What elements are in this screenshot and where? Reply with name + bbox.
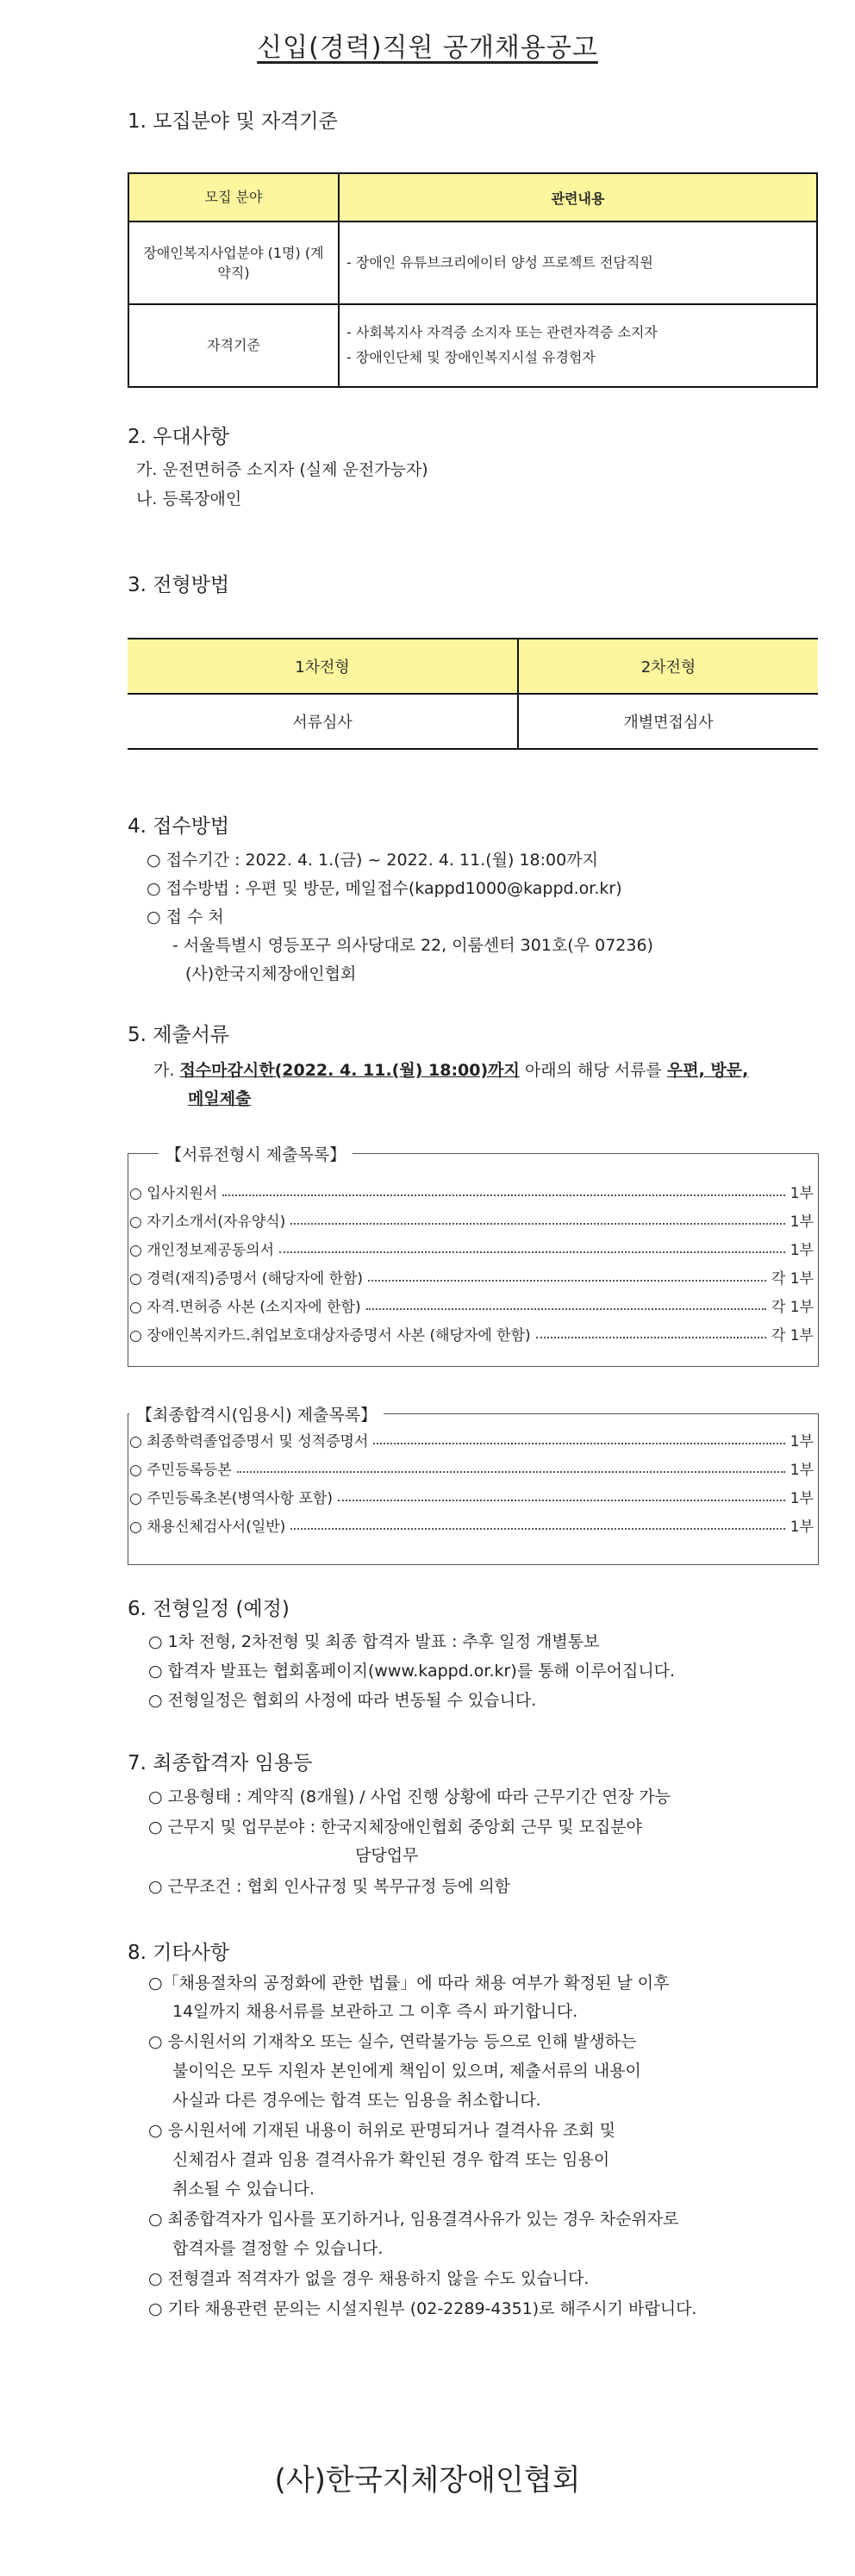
submission-means-email: 메일제출 (188, 1089, 252, 1108)
preference-item: 가. 운전면허증 소지자 (실제 운전가능자) (136, 460, 428, 479)
table-cell-field: 자격기준 (128, 304, 339, 387)
section-6-heading: 6. 전형일정 (예정) (128, 1598, 290, 1620)
employment-item: ○ 고용형태 : 계약직 (8개월) / 사업 진행 상황에 따라 근무기간 연장 가능 (148, 1787, 671, 1806)
document-screening-title: 【서류전형시 제출목록】 (159, 1142, 353, 1165)
list-item: ○ 개인정보제공동의서 1부 (129, 1242, 814, 1259)
list-item: ○ 자기소개서(자유양식) 1부 (129, 1213, 814, 1231)
section-4-heading: 4. 접수방법 (128, 815, 230, 838)
list-item: ○ 장애인복지카드.취업보호대상자증명서 사본 (해당자에 한함) 각 1부 (129, 1327, 814, 1344)
note-line: 취소될 수 있습니다. (172, 2180, 315, 2199)
table-header-content: 관련내용 (339, 173, 817, 221)
intro-text: 아래의 해당 서류를 (524, 1061, 662, 1080)
list-item: ○ 채용신체검사서(일반) 1부 (129, 1519, 814, 1536)
stage-2-header: 2차전형 (518, 639, 818, 694)
list-item: ○ 주민등록등본 1부 (129, 1462, 814, 1479)
recruitment-field-table (128, 172, 818, 388)
section-2-heading: 2. 우대사항 (128, 426, 230, 448)
note-line: 사실과 다른 경우에는 합격 또는 임용을 취소합니다. (172, 2091, 541, 2110)
section-8-heading: 8. 기타사항 (128, 1942, 230, 1964)
document-screening-list (129, 1174, 814, 1344)
schedule-item: ○ 전형일정은 협회의 사정에 따라 변동될 수 있습니다. (148, 1691, 537, 1710)
stage-2-value: 개별면접심사 (518, 694, 818, 749)
table-cell-content (339, 221, 817, 304)
note-line: ○ 응시원서에 기재된 내용이 허위로 판명되거나 결격사유 조회 및 (148, 2121, 616, 2140)
submission-intro (153, 1057, 748, 1081)
note-line: 14일까지 채용서류를 보관하고 그 이후 즉시 파기합니다. (172, 2002, 578, 2021)
section-5-heading: 5. 제출서류 (128, 1024, 230, 1046)
selection-method-table (128, 638, 818, 750)
note-line: 합격자를 결정할 수 있습니다. (172, 2239, 384, 2258)
employment-item: ○ 근무조건 : 협회 인사규정 및 복무규정 등에 의함 (148, 1877, 511, 1896)
deadline-text: 접수마감시한(2022. 4. 11.(월) 18:00)까지 (179, 1061, 520, 1080)
employment-item: ○ 근무지 및 업무분야 : 한국지체장애인협회 중앙회 근무 및 모집분야 (148, 1818, 642, 1837)
employment-item-continued: 담당업무 (355, 1846, 419, 1865)
section-7-heading: 7. 최종합격자 임용등 (128, 1752, 313, 1775)
list-item: ○ 경력(재직)증명서 (해당자에 한함) 각 1부 (129, 1270, 814, 1288)
application-address: - 서울특별시 영등포구 의사당대로 22, 이룸센터 301호(우 07236) (172, 936, 653, 955)
section-3-heading: 3. 전형방법 (128, 574, 230, 596)
application-organization: (사)한국지체장애인협회 (185, 964, 357, 983)
content-line: - 장애인단체 및 장애인복지시설 유경험자 (346, 349, 596, 365)
final-acceptance-title: 【최종합격시(임용시) 제출목록】 (129, 1402, 384, 1425)
note-line: ○ 응시원서의 기재착오 또는 실수, 연락불가능 등으로 인해 발생하는 (148, 2032, 637, 2051)
content-line: - 장애인 유튜브크리에이터 양성 프로젝트 전담직원 (346, 253, 653, 271)
list-item: ○ 자격.면허증 사본 (소지자에 한함) 각 1부 (129, 1299, 814, 1316)
note-line: ○ 최종합격자가 입사를 포기하거나, 임용결격사유가 있는 경우 차순위자로 (148, 2210, 679, 2229)
table-cell-content (339, 304, 817, 387)
table-cell-field (128, 221, 339, 304)
application-period: ○ 접수기간 : 2022. 4. 1.(금) ~ 2022. 4. 11.(월) 18:00까지 (147, 851, 598, 870)
organization-footer: (사)한국지체장애인협회 (274, 2463, 581, 2498)
application-place: ○ 접 수 처 (147, 908, 224, 926)
stage-1-value: 서류심사 (128, 694, 518, 749)
content-line: - 사회복지사 자격증 소지자 또는 관련자격증 소지자 (346, 324, 658, 341)
section-1-heading: 1. 모집분야 및 자격기준 (128, 110, 338, 133)
page-title: 신입(경력)직원 공개채용공고 (257, 33, 598, 63)
application-method: ○ 접수방법 : 우편 및 방문, 메일접수(kappd1000@kappd.or.kr) (147, 879, 622, 898)
intro-prefix: 가. (153, 1061, 175, 1080)
note-line: 불이익은 모두 지원자 본인에게 책임이 있으며, 제출서류의 내용이 (172, 2061, 641, 2080)
note-line: 신체검사 결과 임용 결격사유가 확인된 경우 합격 또는 임용이 (172, 2150, 610, 2169)
schedule-item: ○ 합격자 발표는 협회홈페이지(www.kappd.or.kr)를 통해 이루어집니다. (148, 1662, 676, 1681)
note-line: ○ 기타 채용관련 문의는 시설지원부 (02-2289-4351)로 해주시기 바랍니다. (148, 2299, 697, 2318)
note-line: ○ 전형결과 적격자가 없을 경우 채용하지 않을 수도 있습니다. (148, 2269, 590, 2288)
list-item: ○ 최종학력졸업증명서 및 성적증명서 1부 (129, 1433, 814, 1450)
field-name: 장애인복지사업분야 (1명) (계약직) (143, 244, 324, 281)
preference-item: 나. 등록장애인 (136, 490, 242, 508)
note-line: ○「채용절차의 공정화에 관한 법률」에 따라 채용 여부가 확정된 날 이후 (148, 1974, 670, 1993)
schedule-item: ○ 1차 전형, 2차전형 및 최종 합격자 발표 : 추후 일정 개별통보 (148, 1632, 600, 1651)
list-item: ○ 주민등록초본(병역사항 포함) 1부 (129, 1490, 814, 1507)
submission-intro-continued (188, 1086, 251, 1109)
list-item: ○ 입사지원서 1부 (129, 1185, 814, 1202)
final-acceptance-list (129, 1422, 814, 1536)
stage-1-header: 1차전형 (128, 639, 518, 694)
table-header-field: 모집 분야 (128, 173, 339, 221)
submission-means: 우편, 방문, (666, 1061, 749, 1080)
